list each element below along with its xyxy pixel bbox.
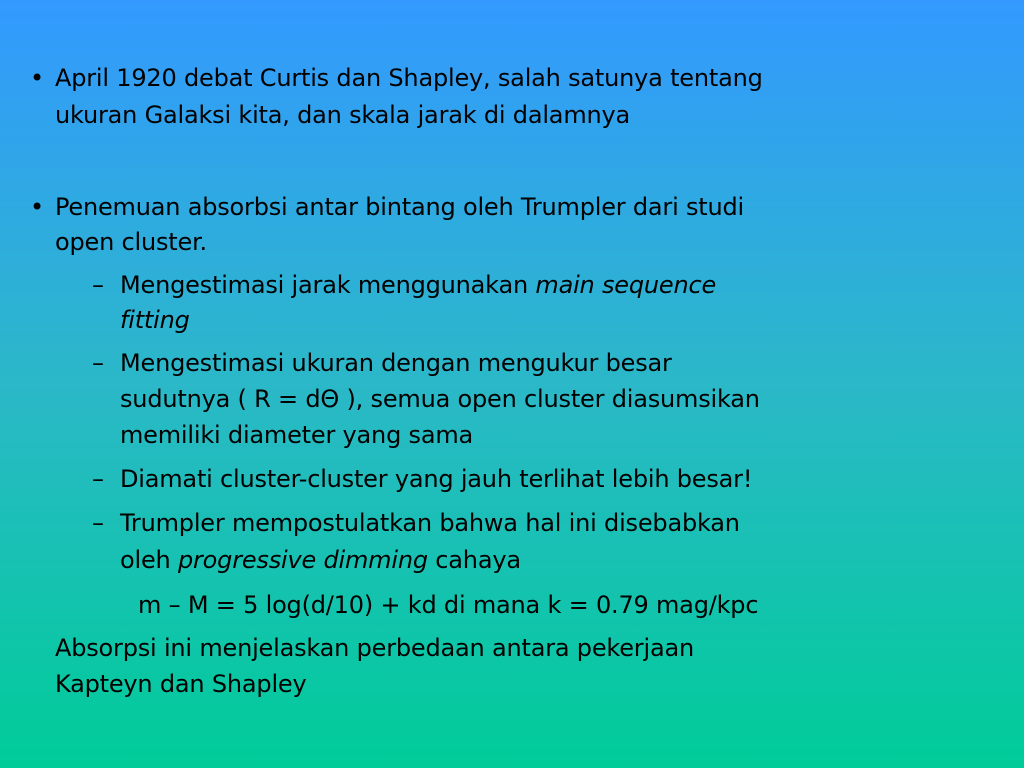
subitem-4-line-2 xyxy=(120,543,521,577)
bullet-1-line-2: ukuran Galaksi kita, dan skala jarak di dalamnya xyxy=(55,101,631,129)
bullet-2-line-2: open cluster. xyxy=(55,228,207,256)
subitem-4-line-1: Trumpler mempostulatkan bahwa hal ini disebabkan xyxy=(120,509,740,537)
bullet-2-line-1: Penemuan absorbsi antar bintang oleh Trumpler dari studi xyxy=(55,193,745,221)
subitem-2-line-3: memiliki diameter yang sama xyxy=(120,421,474,449)
bullet-1-line-1: April 1920 debat Curtis dan Shapley, salah satunya tentang xyxy=(55,64,763,92)
bullet-point-1: • xyxy=(30,64,45,92)
subitem-1-line-1 xyxy=(120,268,716,302)
subitem-1-italic-term: main sequence xyxy=(535,271,717,299)
conclusion-line-1: Absorpsi ini menjelaskan perbedaan antara pekerjaan xyxy=(55,634,694,662)
subitem-1-dash: – xyxy=(92,271,104,299)
subitem-2-line-1: Mengestimasi ukuran dengan mengukur besar xyxy=(120,349,672,377)
conclusion-line-2: Kapteyn dan Shapley xyxy=(55,670,307,698)
subitem-1-text: Mengestimasi jarak menggunakan xyxy=(120,271,536,299)
subitem-3-line-1: Diamati cluster-cluster yang jauh terlihat lebih besar! xyxy=(120,465,753,493)
subitem-4-text-after: cahaya xyxy=(427,546,521,574)
subitem-1-italic-term-cont: fitting xyxy=(120,306,190,334)
subitem-1-line-2 xyxy=(120,303,190,337)
subitem-2-dash: – xyxy=(92,349,104,377)
subitem-4-italic-term: progressive dimming xyxy=(177,546,428,574)
formula: m – M = 5 log(d/10) + kd di mana k = 0.79 mag/kpc xyxy=(138,591,759,619)
subitem-4-dash: – xyxy=(92,509,104,537)
bullet-point-2: • xyxy=(30,193,45,221)
subitem-2-line-2: sudutnya ( R = dΘ ), semua open cluster diasumsikan xyxy=(120,385,760,413)
subitem-3-dash: – xyxy=(92,465,104,493)
subitem-4-text-before: oleh xyxy=(120,546,178,574)
